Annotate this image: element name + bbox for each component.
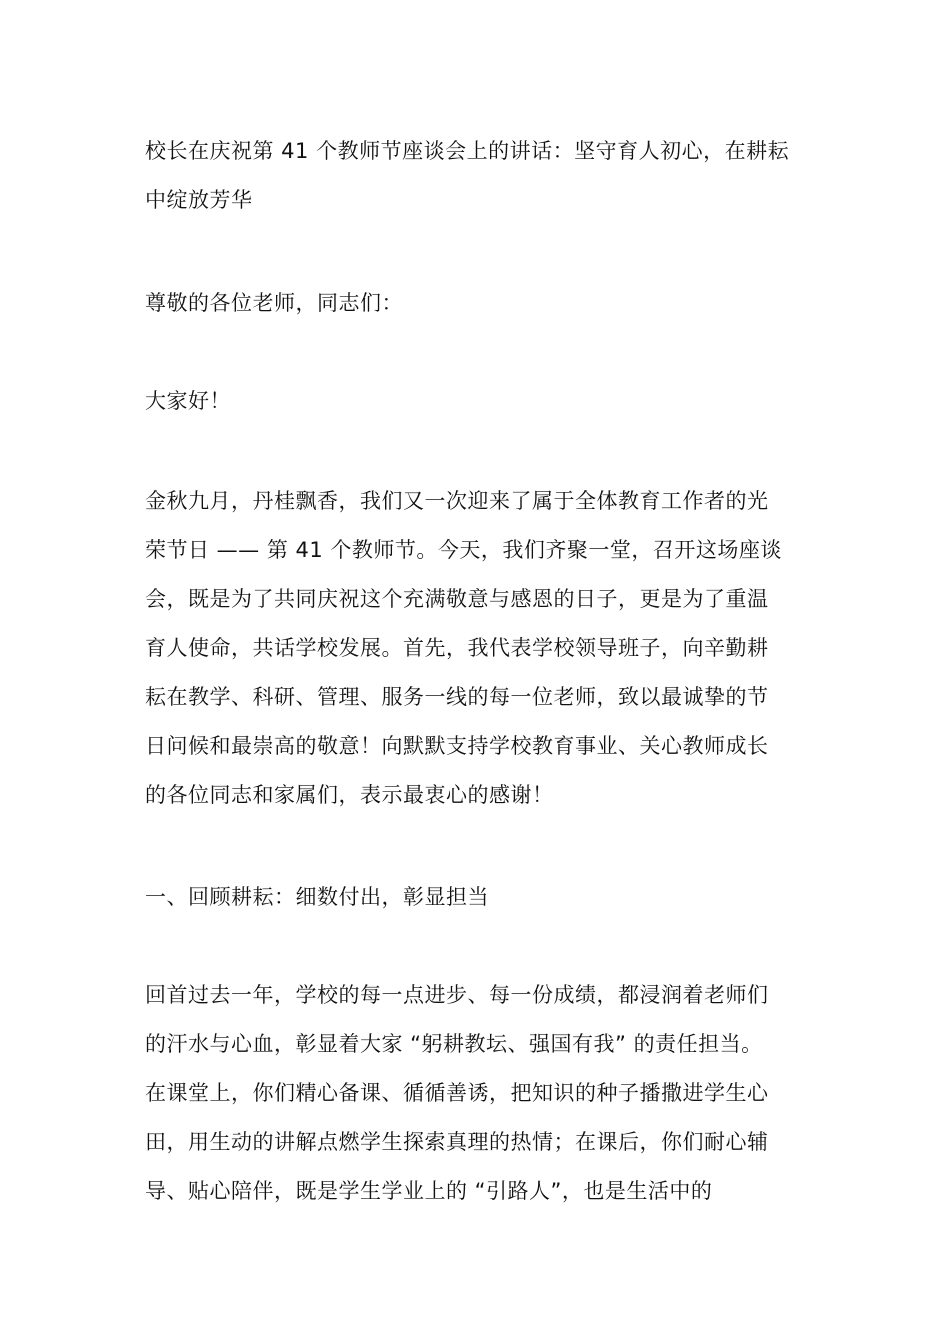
paragraph-line: 会，既是为了共同庆祝这个充满敬意与感恩的日子，更是为了重温 <box>145 587 769 611</box>
title-line-2: 中绽放芳华 <box>145 188 253 212</box>
paragraph-opening <box>145 477 835 820</box>
paragraph-line: 在课堂上，你们精心备课、循循善诱，把知识的种子播撒进学生心 <box>145 1081 769 1105</box>
section-heading-text: 一、回顾耕耘：细数付出，彰显担当 <box>145 885 489 909</box>
paragraph-line: 金秋九月，丹桂飘香，我们又一次迎来了属于全体教育工作者的光 <box>145 489 769 513</box>
document-title <box>145 127 835 225</box>
paragraph-line: 导、贴心陪伴，既是学生学业上的 “引路人”，也是生活中的 <box>145 1179 713 1203</box>
paragraph-line: 田，用生动的讲解点燃学生探索真理的热情；在课后，你们耐心辅 <box>145 1130 769 1154</box>
title-line-1: 校长在庆祝第 41 个教师节座谈会上的讲话：坚守育人初心，在耕耘 <box>145 139 790 163</box>
greeting-text: 大家好！ <box>145 389 231 413</box>
salutation <box>145 279 835 328</box>
paragraph-line: 日问候和最崇高的敬意！向默默支持学校教育事业、关心教师成长 <box>145 734 769 758</box>
paragraph-line: 育人使命，共话学校发展。首先，我代表学校领导班子，向辛勤耕 <box>145 636 769 660</box>
paragraph-line: 的汗水与心血，彰显着大家 “躬耕教坛、强国有我” 的责任担当。 <box>145 1032 763 1056</box>
paragraph-line: 的各位同志和家属们，表示最衷心的感谢！ <box>145 783 554 807</box>
paragraph-line: 荣节日 —— 第 41 个教师节。今天，我们齐聚一堂，召开这场座谈 <box>145 538 782 562</box>
greeting <box>145 377 835 426</box>
paragraph-review <box>145 971 835 1216</box>
paragraph-line: 回首过去一年，学校的每一点进步、每一份成绩，都浸润着老师们 <box>145 983 769 1007</box>
salutation-text: 尊敬的各位老师，同志们： <box>145 291 403 315</box>
section-heading-1 <box>145 873 835 922</box>
paragraph-line: 耘在教学、科研、管理、服务一线的每一位老师，致以最诚挚的节 <box>145 685 769 709</box>
